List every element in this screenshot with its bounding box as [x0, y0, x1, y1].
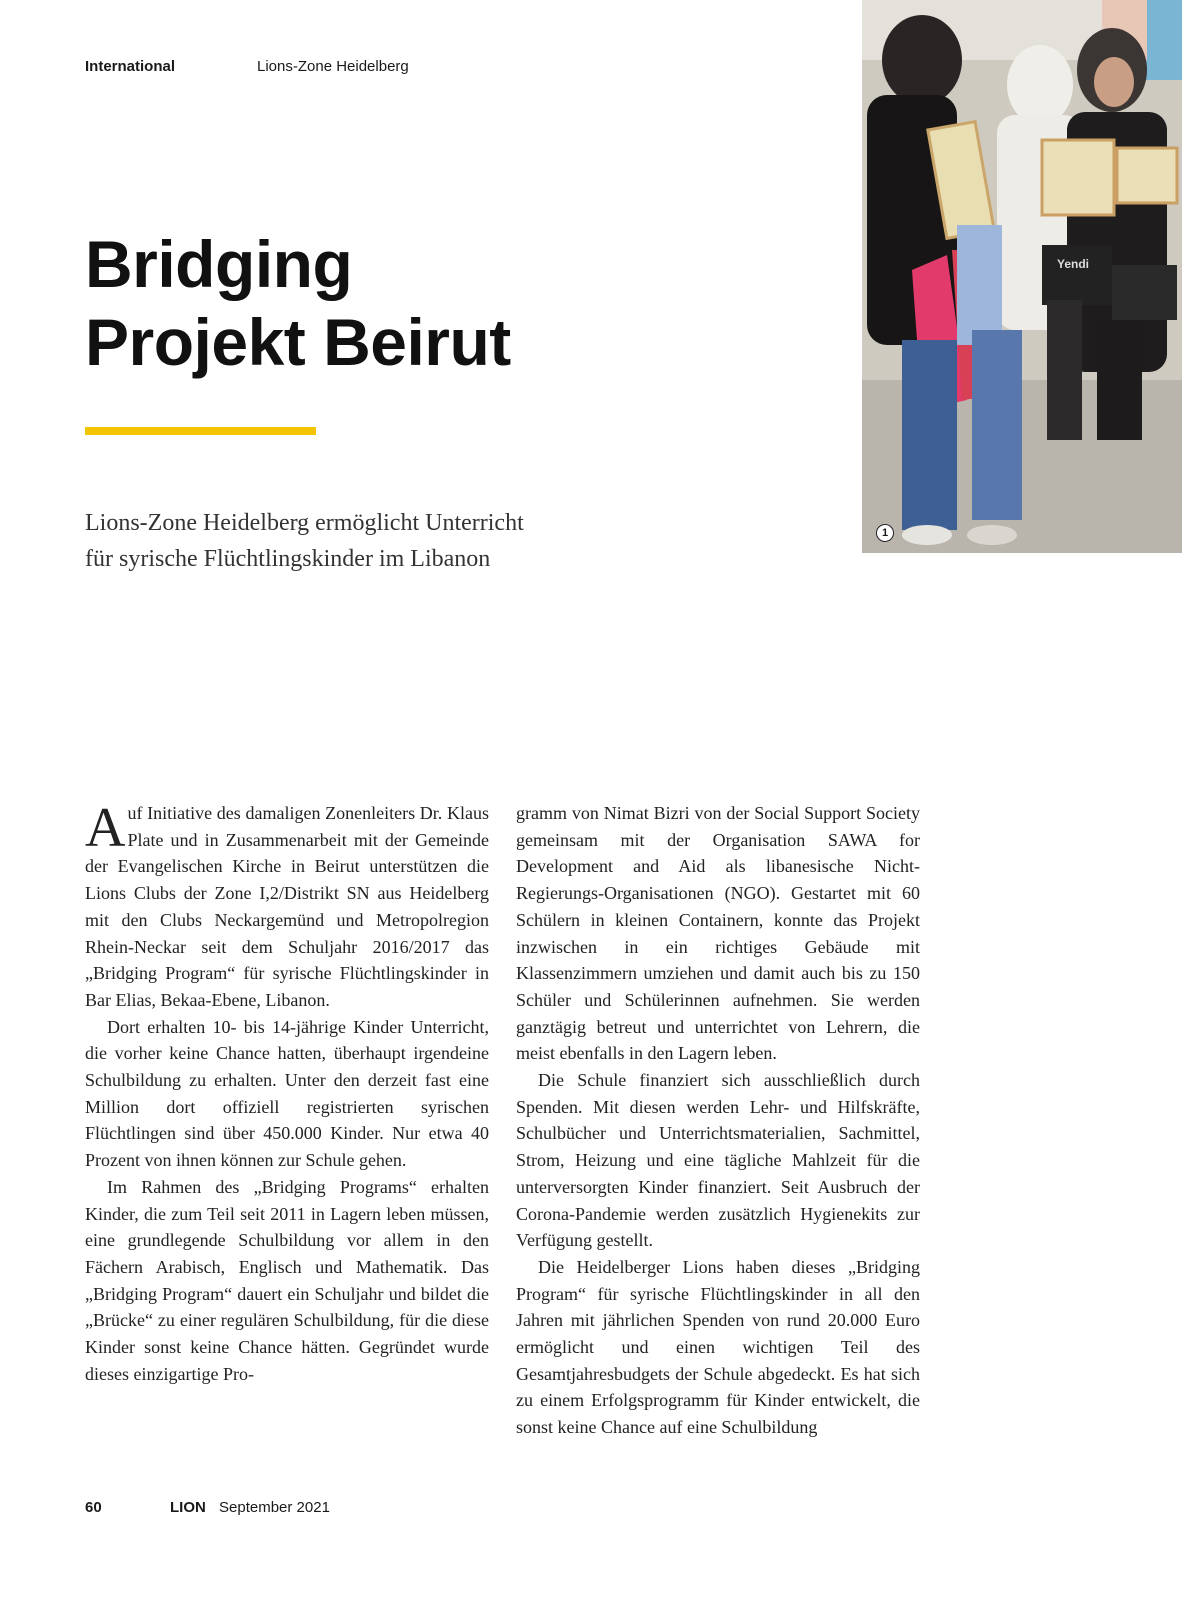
page-footer — [85, 1499, 330, 1516]
title-line-1: Bridging — [85, 227, 353, 301]
running-header — [85, 58, 409, 75]
article-subtitle — [85, 505, 524, 577]
paragraph: Auf Initiative des damaligen Zonenleiters Dr. Klaus Plate und in Zusammenarbeit mit der Gemeinde der Evangelischen Kirche in Beirut unterstützen die Lions Clubs der Zone I,2/Distrikt SN aus Heidelberg mit den Clubs Neckargemünd und Metropolregion Rhein-Neckar seit dem Schuljahr 2016/2017 das „Bridging Program“ für syrische Flüchtlingskinder in Bar Elias, Bekaa-Ebene, Libanon. — [85, 797, 489, 1010]
subtitle-line-2: für syrische Flüchtlingskinder im Libanon — [85, 546, 491, 572]
article-title — [85, 225, 511, 381]
photo-number-badge: 1 — [876, 524, 894, 542]
body-column-right — [516, 800, 920, 1441]
bag-label: Yendi — [1057, 257, 1090, 271]
title-line-2: Projekt Beirut — [85, 305, 511, 379]
issue-date: September 2021 — [219, 1499, 330, 1516]
article-photo — [862, 0, 1182, 553]
subsection-label: Lions-Zone Heidelberg — [257, 58, 409, 75]
accent-rule — [85, 427, 316, 435]
body-column-left — [85, 797, 489, 1387]
magazine-name: LION — [170, 1499, 206, 1516]
paragraph: Die Schule finanziert sich ausschließlich durch Spenden. Mit diesen werden Lehr- und Hilfskräfte, Schulbücher und Unterrichtsmaterialien, Sachmittel, Strom, Heizung und eine tägliche Mahlzeit für die unterversorgten Kinder finanziert. Seit Ausbruch der Corona-Pandemie werden zusätzlich Hygienekits zur Verfügung gestellt. — [516, 1070, 920, 1251]
section-label: International — [85, 58, 176, 75]
drop-cap: A — [85, 797, 126, 859]
paragraph: gramm von Nimat Bizri von der Social Support Society gemeinsam mit der Organisation SAWA for Development and Aid als libanesische Nicht-Regierungs-Organisationen (NGO). Gestartet mit 60 Schülern in kleinen Containern, konnte das Projekt inzwischen in ein richtiges Gebäude mit Klassenzimmern umziehen und damit auch bis zu 150 Schüler und Schülerinnen aufnehmen. Sie werden ganztägig betreut und unterrichtet von Lehrern, die meist ebenfalls in den Lagern leben. — [516, 803, 920, 1064]
page-number: 60 — [85, 1499, 102, 1516]
paragraph: Die Heidelberger Lions haben dieses „Bridging Program“ für syrische Flüchtlingskinder in all den Jahren mit jährlichen Spenden von rund 20.000 Euro ermöglicht und einen wichtigen Teil des Gesamtjahresbudgets der Schule abgedeckt. Es hat sich zu einem Erfolgsprogramm für Kinder entwickelt, die sonst keine Chance auf eine Schulbildung — [516, 1256, 920, 1438]
subtitle-line-1: Lions-Zone Heidelberg ermöglicht Unterricht — [85, 510, 524, 536]
paragraph: Dort erhalten 10- bis 14-jährige Kinder Unterricht, die vorher keine Chance hatten, überhaupt irgendeine Schulbildung zu erhalten. Unter den derzeit fast eine Million dort offiziell registrierten syrischen Flüchtlingen sind über 450.000 Kinder. Nur etwa 40 Prozent von ihnen können zur Schule gehen. — [85, 1016, 489, 1171]
paragraph: Im Rahmen des „Bridging Programs“ erhalten Kinder, die zum Teil seit 2011 in Lagern leben müssen, eine grundlegende Schulbildung vor allem in den Fächern Arabisch, Englisch und Mathematik. Das „Bridging Program“ dauert ein Schuljahr und bildet die „Brücke“ zu einer regulären Schulbildung, für die diese Kinder sonst keine Chance hätten. Gegründet wurde dieses einzigartige Pro- — [85, 1176, 489, 1384]
